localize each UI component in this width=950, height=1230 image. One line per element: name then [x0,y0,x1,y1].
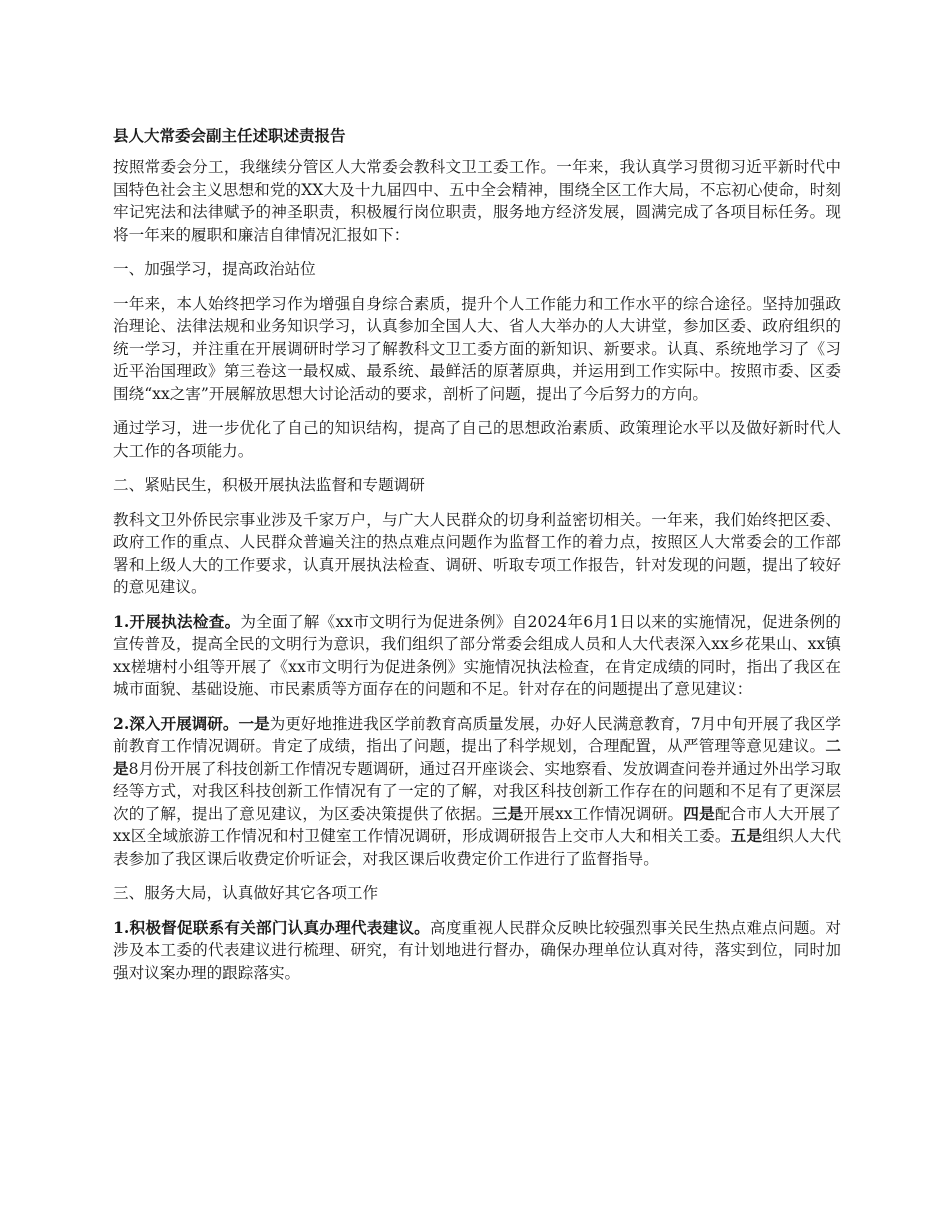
item-2-keyword-4: 四是 [683,803,715,823]
item-2-lead: 2.深入开展调研。 [113,713,239,733]
item-2-keyword-3: 三是 [491,803,524,823]
item-1-text: 为全面了解《xx市文明行为促进条例》自2024年6月1日以来的实施情况，促进条例的宣传普及，提高全民的文明行为意识，我们组织了部分常委会组成人员和人大代表深入xx乡花果山、xx镇xx槎塘村小组等开展了《xx市文明行为促进条例》实施情况执法检查，在肯定成绩的同时，指出了我区在城市面貌、基础设施、市民素质等方面存在的问题和不足。针对存在的问题提出了意见建议： [113,612,842,698]
item-2-text-3: 开展xx工作情况调研。 [523,804,684,823]
section-1-paragraph-1: 一年来，本人始终把学习作为增强自身综合素质，提升个人工作能力和工作水平的综合途径。坚持加强政治理论、法律法规和业务知识学习，认真参加全国人大、省人大举办的人大讲堂，参加区委、政府组织的统一学习，并注重在开展调研时学习了解教科文卫工委方面的新知识、新要求。认真、系统地学习了《习近平治国理政》第三卷这一最权威、最系统、最鲜活的原著原典，并运用到工作实际中。按照市委、区委围绕“xx之害”开展解放思想大讨论活动的要求，剖析了问题，提出了今后努力的方向。 [113,294,841,403]
section-1-paragraph-2: 通过学习，进一步优化了自己的知识结构，提高了自己的思想政治素质、政策理论水平以及做好新时代人大工作的各项能力。 [113,419,841,460]
item-2-keyword-2: 二是 [113,736,841,778]
item-1-lead: 1.开展执法检查。 [113,611,241,631]
item-2-text-5: 组织人大代表参加了我区课后收费定价听证会，对我区课后收费定价工作进行了监督指导。 [113,827,841,868]
section-3-item-1-text: 高度重视人民群众反映比较强烈事关民生热点难点问题。对涉及本工委的代表建议进行梳理、研究，有计划地进行督办，确保办理单位认真对待，落实到位，同时加强对议案办理的跟踪落实。 [113,918,841,982]
item-2-text-2: 8月份开展了科技创新工作情况专题调研，通过召开座谈会、实地察看、发放调查问卷并通过外出学习取经等方式，对我区科技创新工作情况有了一定的了解，对我区科技创新工作存在的问题和不足有了更深层次的了解，提出了意见建议，为区委决策提供了依据。 [113,759,841,823]
item-2-text-4: 配合市人大开展了xx区全域旅游工作情况和村卫健室工作情况调研，形成调研报告上交市人大和相关工委。 [113,804,841,845]
item-2-text-1: 为更好地推进我区学前教育高质量发展，办好人民满意教育，7月中旬开展了我区学前教育工作情况调研。肯定了成绩，指出了问题，提出了科学规划，合理配置，从严管理等意见建议。 [113,714,842,755]
section-3-heading: 三、服务大局，认真做好其它各项工作 [113,884,379,902]
section-2-heading: 二、紧贴民生，积极开展执法监督和专题调研 [113,476,425,494]
intro-paragraph: 按照常委会分工，我继续分管区人大常委会教科文卫工委工作。一年来，我认真学习贯彻习近平新时代中国特色社会主义思想和党的XX大及十九届四中、五中全会精神，围绕全区工作大局，不忘初心使命，时刻牢记宪法和法律赋予的神圣职责，积极履行岗位职责，服务地方经济发展，圆满完成了各项目标任务。现将一年来的履职和廉洁自律情况汇报如下： [113,158,841,244]
item-2-keyword-5: 五是 [730,826,763,845]
section-2-item-2 [113,713,841,871]
section-1-heading: 一、加强学习，提高政治站位 [113,260,316,278]
item-2-keyword-1: 一是 [238,713,270,733]
document-page [113,124,841,996]
section-3-item-1-lead: 1.积极督促联系有关部门认真办理代表建议。 [113,917,430,937]
section-2-item-1 [113,611,841,701]
section-2-paragraph-1: 教科文卫外侨民宗事业涉及千家万户，与广大人民群众的切身利益密切相关。一年来，我们始终把区委、政府工作的重点、人民群众普遍关注的热点难点问题作为监督工作的着力点，按照区人大常委会的工作部署和上级人大的工作要求，认真开展执法检查、调研、听取专项工作报告，针对发现的问题，提出了较好的意见建议。 [113,510,841,596]
document-title: 县人大常委会副主任述职述责报告 [113,126,346,145]
section-3-item-1 [113,917,841,985]
